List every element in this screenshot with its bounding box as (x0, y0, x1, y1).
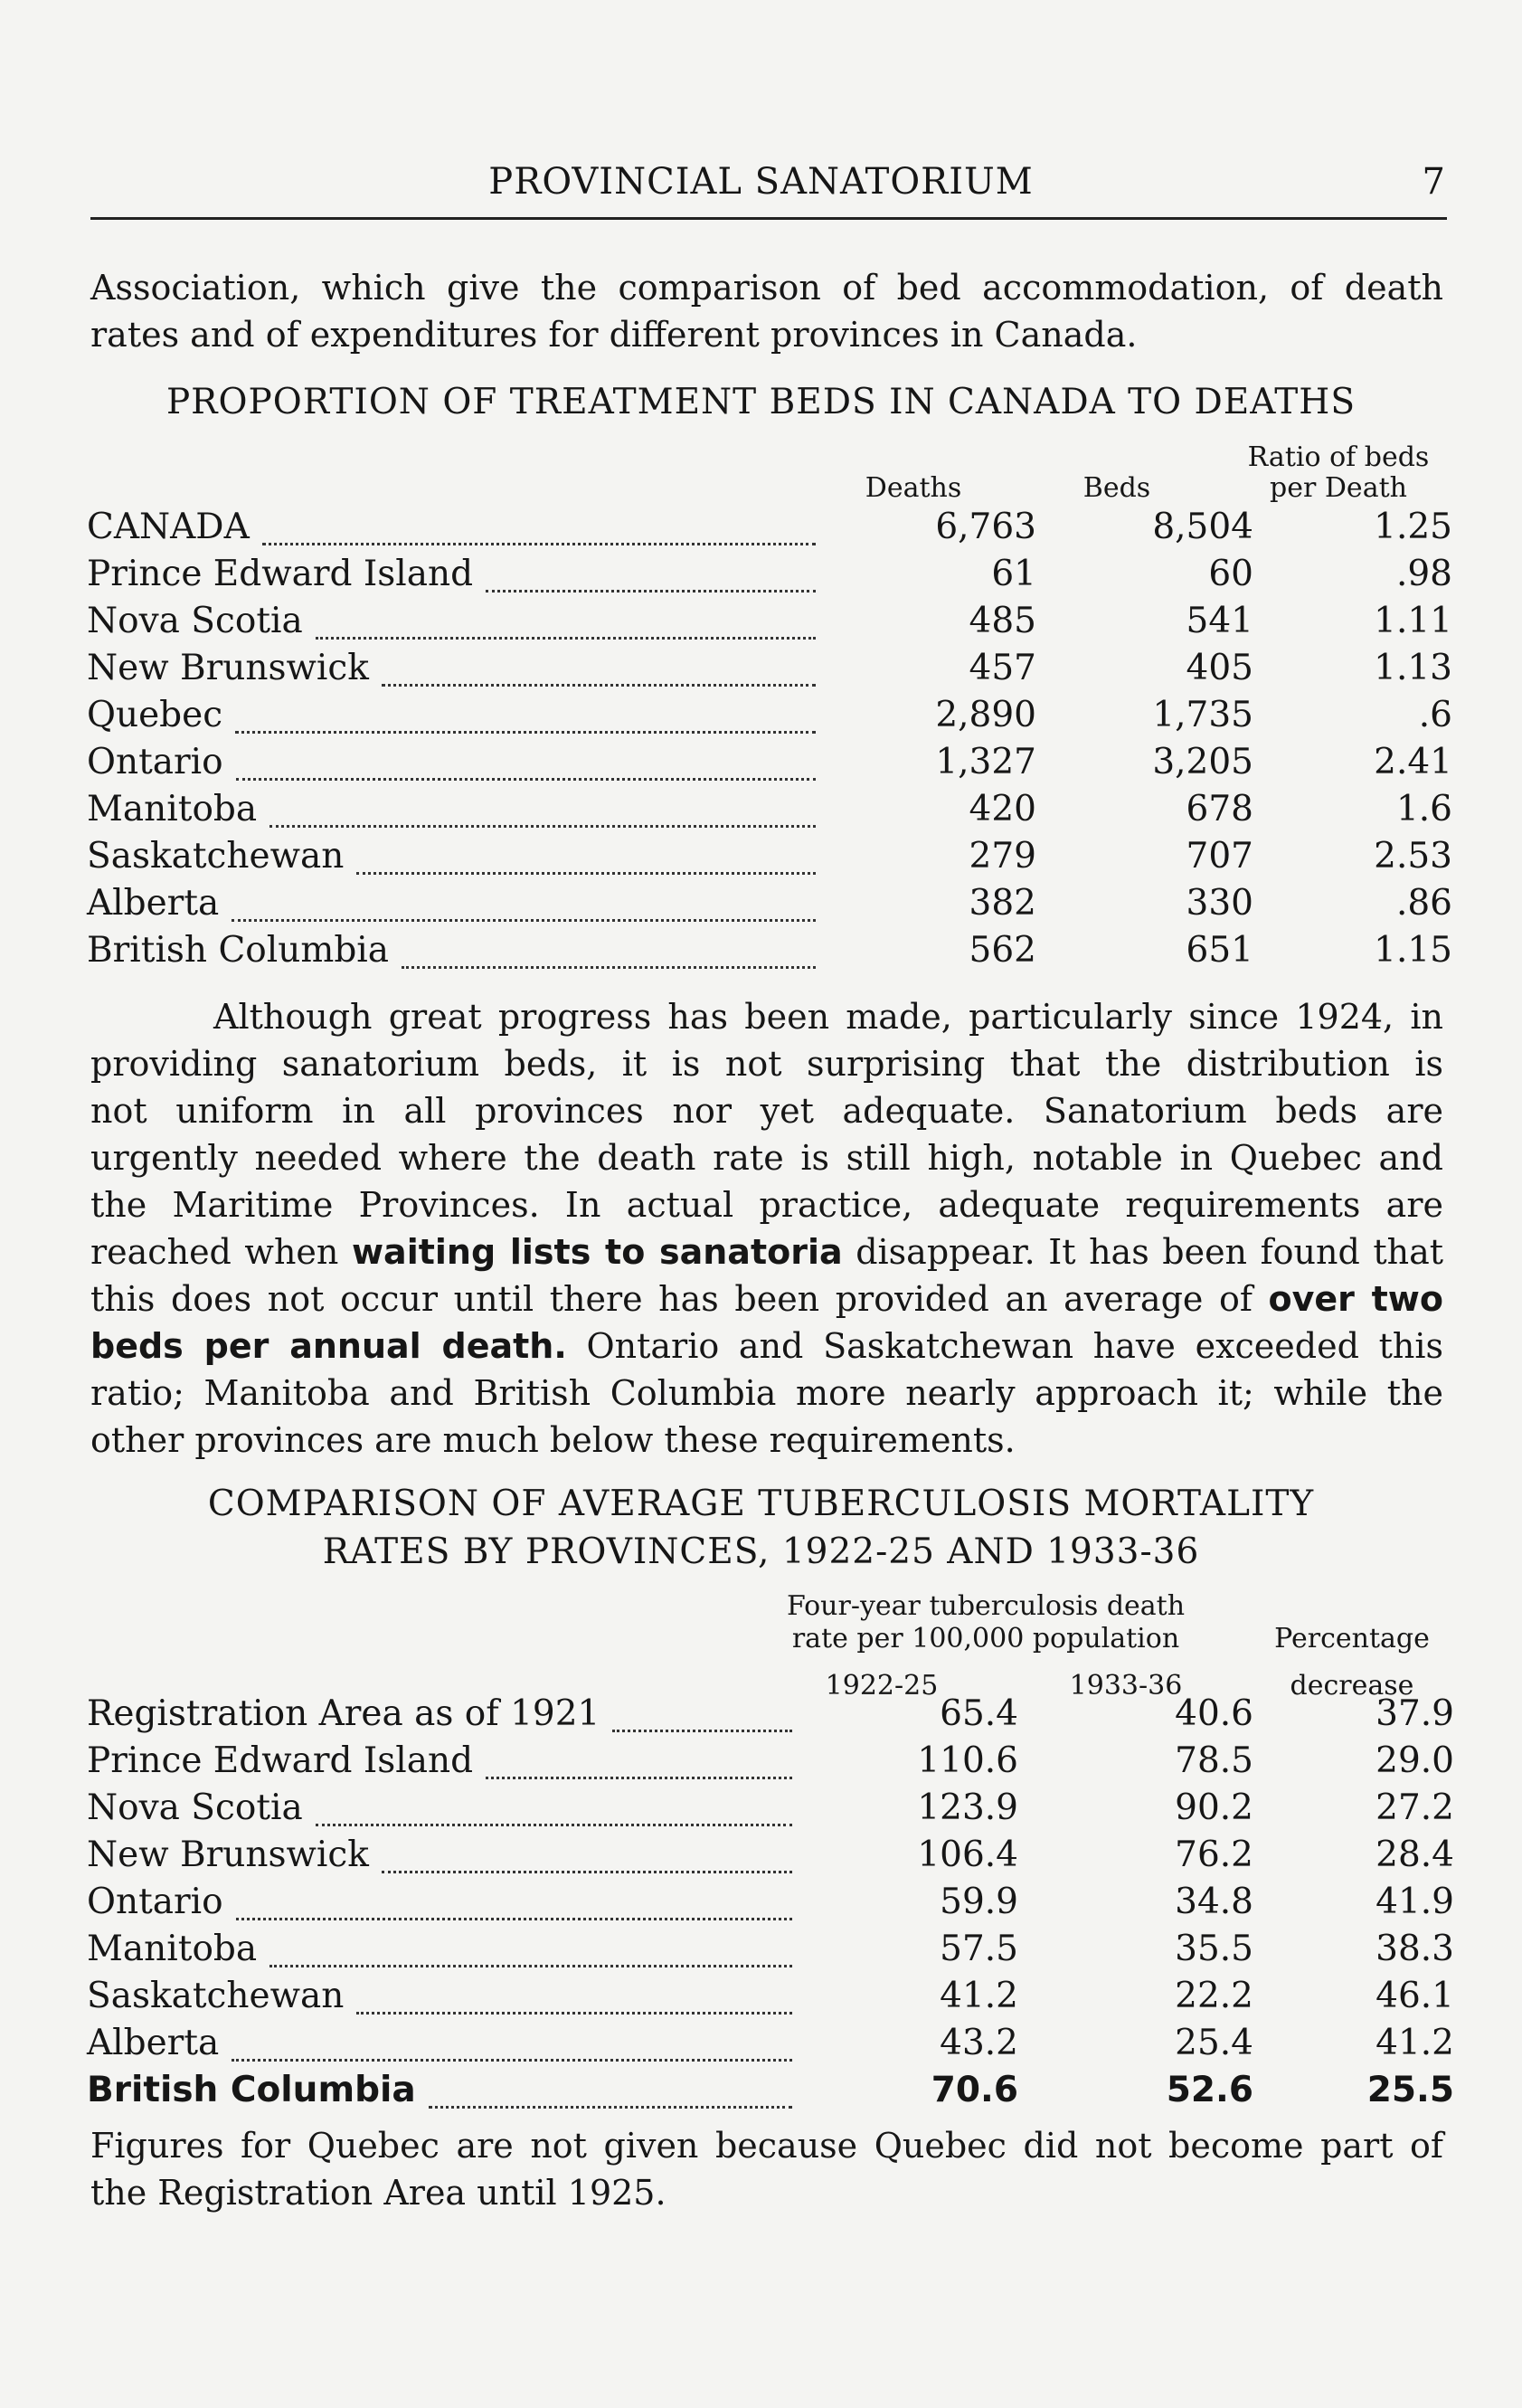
table1-row (87, 789, 1452, 836)
table1-row-name: Saskatchewan (87, 836, 345, 877)
table2-row-name: Nova Scotia (87, 1787, 303, 1828)
intro-line: Association, which give the comparison of bed accommodation, of death (90, 268, 1443, 308)
table2-caption-line1: COMPARISON OF AVERAGE TUBERCULOSIS MORTALITY (207, 1484, 1315, 1524)
table2-header-col1: 1922-25 (825, 1670, 939, 1702)
table1-row-name: Manitoba (87, 789, 258, 830)
body-line (90, 1228, 1443, 1275)
table2-row (87, 1740, 1454, 1787)
leader-dots (269, 825, 816, 828)
table1-cell-deaths: 61 (991, 554, 1036, 594)
table2-row-name: Manitoba (87, 1929, 258, 1969)
leader-dots (356, 2012, 792, 2015)
table1-cell-ratio: 1.6 (1395, 789, 1452, 830)
table2-cell-pct: 37.9 (1375, 1693, 1454, 1734)
body-line (90, 1040, 1443, 1087)
table2-cell-1922-25: 70.6 (931, 2070, 1018, 2110)
table2-header-pct-line2: decrease (1290, 1670, 1414, 1702)
table2-cell-1922-25: 123.9 (917, 1787, 1018, 1828)
body-text: ratio; Manitoba and British Columbia more nearly approach it; while the (90, 1373, 1443, 1413)
table2-row-name: Ontario (87, 1882, 223, 1922)
table1-header-ratio-line1: Ratio of beds (1247, 441, 1430, 473)
table1-header-beds: Beds (1082, 472, 1151, 504)
body-text: other provinces are much below these requirements. (90, 1420, 1016, 1460)
table1-header-deaths: Deaths (865, 472, 962, 504)
body-line (90, 1181, 1443, 1228)
leader-dots (262, 543, 816, 545)
table1-cell-deaths: 6,763 (935, 507, 1036, 547)
table1-row-name: Ontario (87, 742, 223, 782)
table1-cell-deaths: 562 (969, 930, 1036, 971)
table2-cell-1922-25: 59.9 (940, 1882, 1018, 1922)
table2-cell-pct: 27.2 (1375, 1787, 1454, 1828)
page-number: 7 (1422, 161, 1445, 203)
intro-line: rates and of expenditures for different provinces in Canada. (90, 315, 1138, 355)
table1-cell-ratio: 2.41 (1374, 742, 1452, 782)
footnote-line: Figures for Quebec are not given because Quebec did not become part of (90, 2126, 1443, 2166)
table2-cell-1933-36: 78.5 (1175, 1740, 1253, 1781)
table1-cell-deaths: 382 (969, 883, 1036, 924)
table2-row (87, 1834, 1454, 1882)
table1-cell-beds: 405 (1186, 648, 1253, 688)
leader-dots (382, 684, 816, 687)
leader-dots (429, 2106, 792, 2109)
table2-header-pct-line1: Percentage (1274, 1623, 1430, 1654)
table2-row (87, 2023, 1454, 2070)
leader-dots (236, 1918, 792, 1920)
leader-dots (232, 2059, 792, 2062)
table1-row-name: Nova Scotia (87, 601, 303, 641)
body-line (90, 1417, 1443, 1464)
table1-cell-ratio: 1.11 (1374, 601, 1452, 641)
body-text: disappear. It has been found that (842, 1232, 1444, 1272)
leader-dots (232, 919, 816, 922)
table2-cell-1933-36: 52.6 (1166, 2070, 1253, 2110)
leader-dots (382, 1871, 792, 1873)
leader-dots (269, 1965, 792, 1967)
table2-row-name: British Columbia (87, 2070, 416, 2110)
table2-row (87, 1693, 1454, 1740)
table1-row (87, 507, 1452, 554)
table1-cell-ratio: .98 (1395, 554, 1452, 594)
table2-cell-pct: 25.5 (1366, 2070, 1454, 2110)
footnote-paragraph (90, 2122, 1443, 2216)
leader-dots (316, 1824, 792, 1826)
table1-row (87, 883, 1452, 930)
table1-row (87, 742, 1452, 789)
table1-cell-beds: 707 (1186, 836, 1253, 877)
table1-cell-deaths: 2,890 (935, 695, 1036, 735)
table2-row-name: Alberta (87, 2023, 220, 2063)
table1-row-name: British Columbia (87, 930, 390, 971)
table1-row-name: Prince Edward Island (87, 554, 474, 594)
table1-row (87, 648, 1452, 695)
table2-header-col2: 1933-36 (1069, 1670, 1183, 1702)
table2-cell-1933-36: 40.6 (1175, 1693, 1253, 1734)
table2-row (87, 1787, 1454, 1834)
leader-dots (402, 966, 816, 969)
body-text: Ontario and Saskatchewan have exceeded this (566, 1326, 1443, 1366)
table1-cell-ratio: 1.13 (1374, 648, 1452, 688)
table1-cell-deaths: 1,327 (935, 742, 1036, 782)
emphasis-text: waiting lists to sanatoria (351, 1232, 843, 1272)
body-line (90, 1370, 1443, 1417)
table2-cell-pct: 38.3 (1375, 1929, 1454, 1969)
table2-cell-pct: 29.0 (1375, 1740, 1454, 1781)
body-line (90, 1087, 1443, 1134)
body-text: providing sanatorium beds, it is not surprising that the distribution is (90, 1044, 1443, 1084)
table2-row-name: Registration Area as of 1921 (87, 1693, 600, 1734)
table2-cell-pct: 41.9 (1375, 1882, 1454, 1922)
table2-cell-1922-25: 57.5 (940, 1929, 1018, 1969)
footnote-line: the Registration Area until 1925. (90, 2173, 666, 2213)
table2-caption-line2: RATES BY PROVINCES, 1922-25 AND 1933-36 (322, 1531, 1200, 1572)
table1-cell-beds: 3,205 (1152, 742, 1253, 782)
leader-dots (486, 590, 816, 593)
table2-cell-1922-25: 110.6 (917, 1740, 1018, 1781)
body-line (90, 993, 1443, 1040)
table1-cell-beds: 330 (1186, 883, 1253, 924)
table2-cell-1922-25: 41.2 (940, 1976, 1018, 2016)
table1-cell-beds: 1,735 (1152, 695, 1253, 735)
table1-cell-ratio: .6 (1418, 695, 1452, 735)
table1-cell-ratio: .86 (1395, 883, 1452, 924)
table2-cell-1922-25: 106.4 (917, 1834, 1018, 1875)
table2-cell-1922-25: 65.4 (940, 1693, 1018, 1734)
body-text: urgently needed where the death rate is still high, notable in Quebec and (90, 1138, 1443, 1178)
table2-cell-1933-36: 35.5 (1175, 1929, 1253, 1969)
running-title: PROVINCIAL SANATORIUM (488, 161, 1034, 203)
leader-dots (612, 1730, 792, 1732)
table2-row (87, 1929, 1454, 1976)
table2-cell-1933-36: 76.2 (1175, 1834, 1253, 1875)
table2-cell-1922-25: 43.2 (940, 2023, 1018, 2063)
table1-row-name: Quebec (87, 695, 223, 735)
body-text: reached when (90, 1232, 352, 1272)
table2-cell-1933-36: 22.2 (1175, 1976, 1253, 2016)
table1-cell-deaths: 420 (969, 789, 1036, 830)
body-text: Although great progress has been made, particularly since 1924, in (213, 997, 1443, 1037)
table1-cell-beds: 8,504 (1152, 507, 1253, 547)
header-rule (90, 217, 1447, 220)
table1-cell-beds: 678 (1186, 789, 1253, 830)
emphasis-text: over two (1268, 1279, 1443, 1319)
table2-cell-1933-36: 34.8 (1175, 1882, 1253, 1922)
body-line (90, 1134, 1443, 1181)
table1-row-name: CANADA (87, 507, 250, 547)
table1-caption: PROPORTION OF TREATMENT BEDS IN CANADA TO DEATHS (165, 382, 1357, 422)
body-line (90, 1323, 1443, 1370)
table2-row (87, 2070, 1454, 2117)
table1-cell-deaths: 485 (969, 601, 1036, 641)
body-text: this does not occur until there has been provided an average of (90, 1279, 1269, 1319)
table1-cell-ratio: 1.25 (1374, 507, 1452, 547)
emphasis-text: beds per annual death. (90, 1326, 567, 1366)
table2-cell-pct: 41.2 (1375, 2023, 1454, 2063)
table1-row (87, 554, 1452, 601)
table1-row-name: New Brunswick (87, 648, 369, 688)
table1-row (87, 836, 1452, 883)
table2-cell-1933-36: 90.2 (1175, 1787, 1253, 1828)
table2-row-name: New Brunswick (87, 1834, 369, 1875)
table2-row (87, 1976, 1454, 2023)
body-paragraph (90, 993, 1443, 1464)
table1-cell-beds: 651 (1186, 930, 1253, 971)
table1-cell-deaths: 279 (969, 836, 1036, 877)
table1-cell-beds: 60 (1208, 554, 1253, 594)
table2-header-group-line1: Four-year tuberculosis death (786, 1590, 1186, 1622)
body-line (90, 1275, 1443, 1323)
table1-header-ratio-line2: per Death (1270, 472, 1407, 504)
table2-cell-pct: 46.1 (1375, 1976, 1454, 2016)
table1-row-name: Alberta (87, 883, 220, 924)
leader-dots (356, 872, 816, 875)
table1-cell-deaths: 457 (969, 648, 1036, 688)
table1-cell-beds: 541 (1186, 601, 1253, 641)
leader-dots (316, 637, 816, 640)
table1-row (87, 695, 1452, 742)
table2-header-group-line2: rate per 100,000 population (791, 1623, 1180, 1654)
table2-row-name: Saskatchewan (87, 1976, 345, 2016)
leader-dots (236, 778, 816, 781)
leader-dots (235, 731, 816, 734)
intro-paragraph (90, 264, 1443, 358)
table2-cell-1933-36: 25.4 (1175, 2023, 1253, 2063)
leader-dots (486, 1777, 792, 1779)
body-text: not uniform in all provinces nor yet adequate. Sanatorium beds are (90, 1091, 1443, 1131)
table1-cell-ratio: 1.15 (1374, 930, 1452, 971)
table1-row (87, 930, 1452, 977)
table2-row-name: Prince Edward Island (87, 1740, 474, 1781)
table2-row (87, 1882, 1454, 1929)
table1-cell-ratio: 2.53 (1374, 836, 1452, 877)
table2-cell-pct: 28.4 (1375, 1834, 1454, 1875)
table1-row (87, 601, 1452, 648)
body-text: the Maritime Provinces. In actual practice, adequate requirements are (90, 1185, 1443, 1225)
